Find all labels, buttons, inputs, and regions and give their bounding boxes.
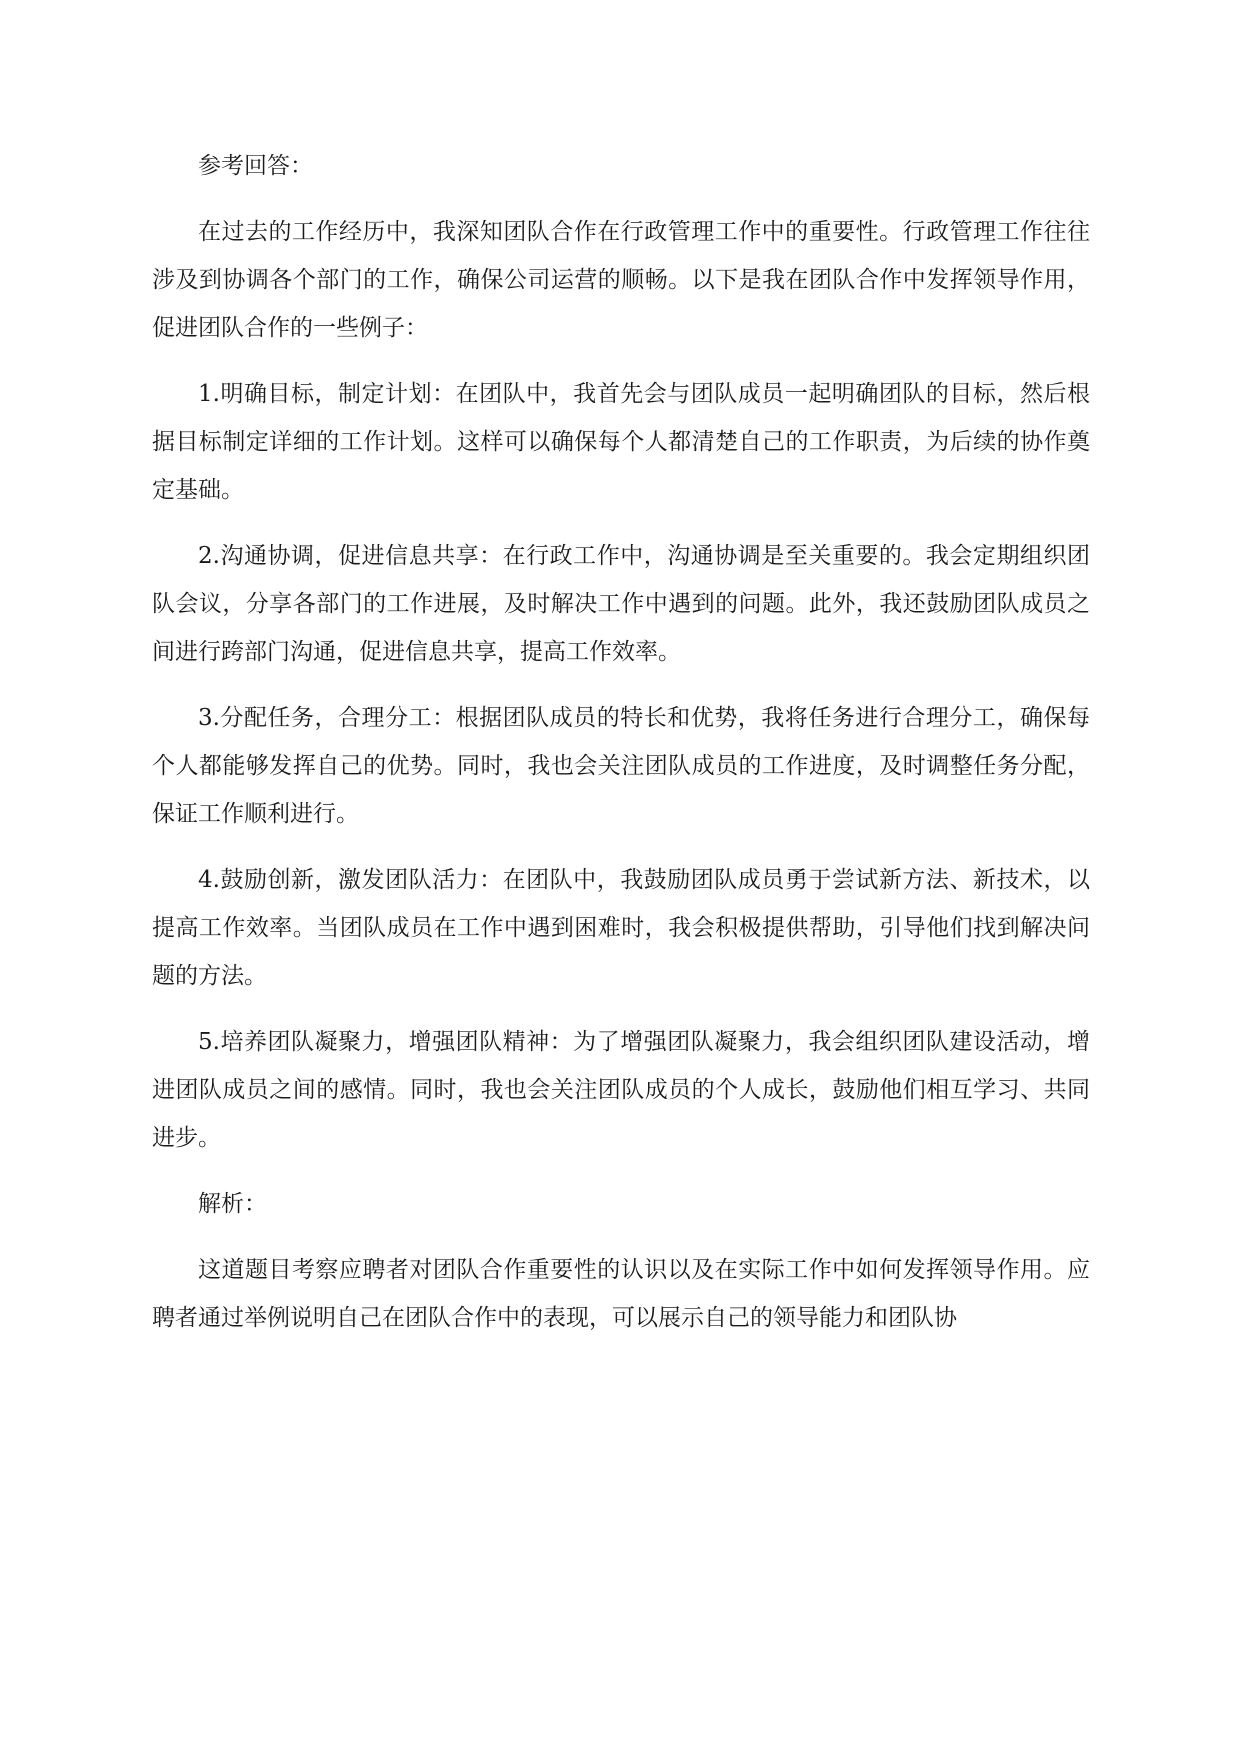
analysis-paragraph: 这道题目考察应聘者对团队合作重要性的认识以及在实际工作中如何发挥领导作用。应聘者通过举例说明自己在团队合作中的表现，可以展示自己的领导能力和团队协 (152, 1257, 1090, 1331)
list-item: 1.明确目标，制定计划：在团队中，我首先会与团队成员一起明确团队的目标，然后根据目标制定详细的工作计划。这样可以确保每个人都清楚自己的工作职责，为后续的协作奠定基础。 (152, 381, 1090, 503)
list-item: 4.鼓励创新，激发团队活力：在团队中，我鼓励团队成员勇于尝试新方法、新技术，以提高工作效率。当团队成员在工作中遇到困难时，我会积极提供帮助，引导他们找到解决问题的方法。 (152, 867, 1090, 989)
list-item: 2.沟通协调，促进信息共享：在行政工作中，沟通协调是至关重要的。我会定期组织团队会议，分享各部门的工作进展，及时解决工作中遇到的问题。此外，我还鼓励团队成员之间进行跨部门沟通，促进信息共享，提高工作效率。 (152, 543, 1090, 665)
document-body (152, 142, 1090, 1360)
analysis-heading: 解析： (198, 1191, 267, 1217)
intro-paragraph: 在过去的工作经历中，我深知团队合作在行政管理工作中的重要性。行政管理工作往往涉及到协调各个部门的工作，确保公司运营的顺畅。以下是我在团队合作中发挥领导作用，促进团队合作的一些例子： (152, 219, 1090, 341)
answer-heading: 参考回答： (198, 153, 313, 179)
list-item: 5.培养团队凝聚力，增强团队精神：为了增强团队凝聚力，我会组织团队建设活动，增进团队成员之间的感情。同时，我也会关注团队成员的个人成长，鼓励他们相互学习、共同进步。 (152, 1029, 1090, 1151)
list-item: 3.分配任务，合理分工：根据团队成员的特长和优势，我将任务进行合理分工，确保每个人都能够发挥自己的优势。同时，我也会关注团队成员的工作进度，及时调整任务分配，保证工作顺利进行。 (152, 705, 1090, 827)
